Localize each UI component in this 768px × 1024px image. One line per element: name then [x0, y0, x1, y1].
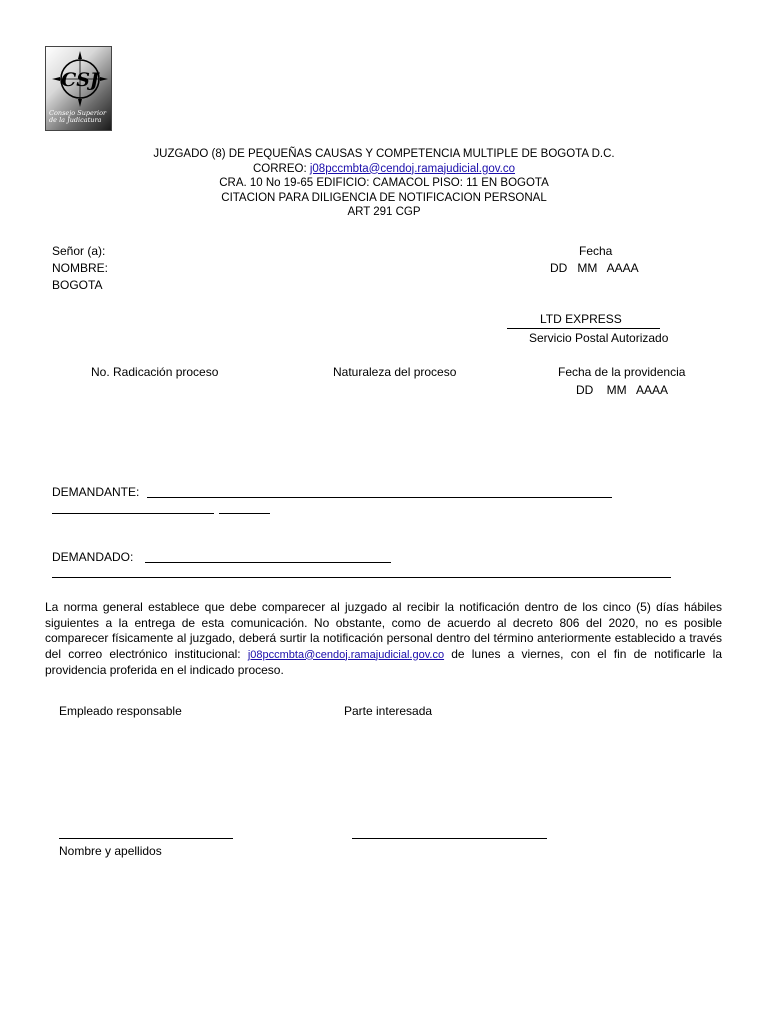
document-header — [0, 147, 768, 220]
courier-underline — [507, 328, 660, 329]
demandante-label: DEMANDANTE: — [52, 485, 140, 499]
notice-email-link[interactable]: j08pccmbta@cendoj.ramajudicial.gov.co — [247, 648, 445, 661]
logo-initials: CSJ — [61, 69, 99, 91]
recipient-city: BOGOTA — [52, 278, 103, 292]
notice-text-1: La norma general establece que debe comparecer al juzgado al recibir la notificación dentro de los cinco (5) días hábiles siguientes a la entrega de esta comunicación. No obstante, como de acuerdo al decreto 806 del 2020, no es posible comparecer físicamente al juzgado, deberá surtir la notificación personal dentro del término anteriormente establecido a través del correo electrónico institucional: — [45, 600, 722, 661]
demandado-line — [145, 562, 391, 563]
logo-subtitle-line2: de la Judicatura — [49, 116, 102, 124]
empleado-label: Empleado responsable — [59, 704, 182, 718]
court-email-link[interactable]: j08pccmbta@cendoj.ramajudicial.gov.co — [309, 162, 516, 175]
document-title: CITACION PARA DILIGENCIA DE NOTIFICACION PERSONAL — [221, 191, 547, 204]
demandante-line — [147, 497, 612, 498]
fecha-providencia-label: Fecha de la providencia — [558, 365, 686, 379]
demandante-line-2b — [219, 513, 270, 514]
notice-paragraph — [45, 600, 722, 679]
recipient-senor: Señor (a): — [52, 244, 106, 258]
legal-article: ART 291 CGP — [347, 206, 421, 218]
court-address: CRA. 10 No 19-65 EDIFICIO: CAMACOL PISO: 11 EN BOGOTA — [219, 177, 549, 189]
fecha-format: DD MM AAAA — [550, 261, 639, 275]
demandado-label: DEMANDADO: — [52, 550, 134, 564]
court-email-line — [0, 162, 768, 177]
recipient-nombre: NOMBRE: — [52, 261, 109, 275]
demandado-line-2 — [52, 577, 671, 578]
notice-text-2: de lunes a viernes, con el fin de notificarle la providencia proferida en el indicado proceso. — [45, 646, 722, 677]
court-name: JUZGADO (8) DE PEQUEÑAS CAUSAS Y COMPETENCIA MULTIPLE DE BOGOTA D.C. — [153, 148, 615, 160]
correo-label: CORREO: — [252, 162, 307, 175]
logo-subtitle — [49, 110, 111, 124]
courier-name: LTD EXPRESS — [540, 312, 622, 326]
csj-logo — [45, 46, 112, 131]
demandante-line-2a — [52, 513, 214, 514]
logo-subtitle-line1: Consejo Superior — [49, 109, 107, 117]
fecha-label: Fecha — [579, 244, 613, 258]
radicacion-label: No. Radicación proceso — [91, 365, 219, 379]
fecha-providencia-format: DD MM AAAA — [576, 383, 669, 397]
naturaleza-label: Naturaleza del proceso — [333, 365, 457, 379]
parte-label: Parte interesada — [344, 704, 433, 718]
courier-service: Servicio Postal Autorizado — [529, 331, 669, 345]
signature-line-empleado — [59, 838, 233, 839]
signature-line-parte — [352, 838, 547, 839]
nombre-apellidos-label: Nombre y apellidos — [59, 844, 162, 858]
